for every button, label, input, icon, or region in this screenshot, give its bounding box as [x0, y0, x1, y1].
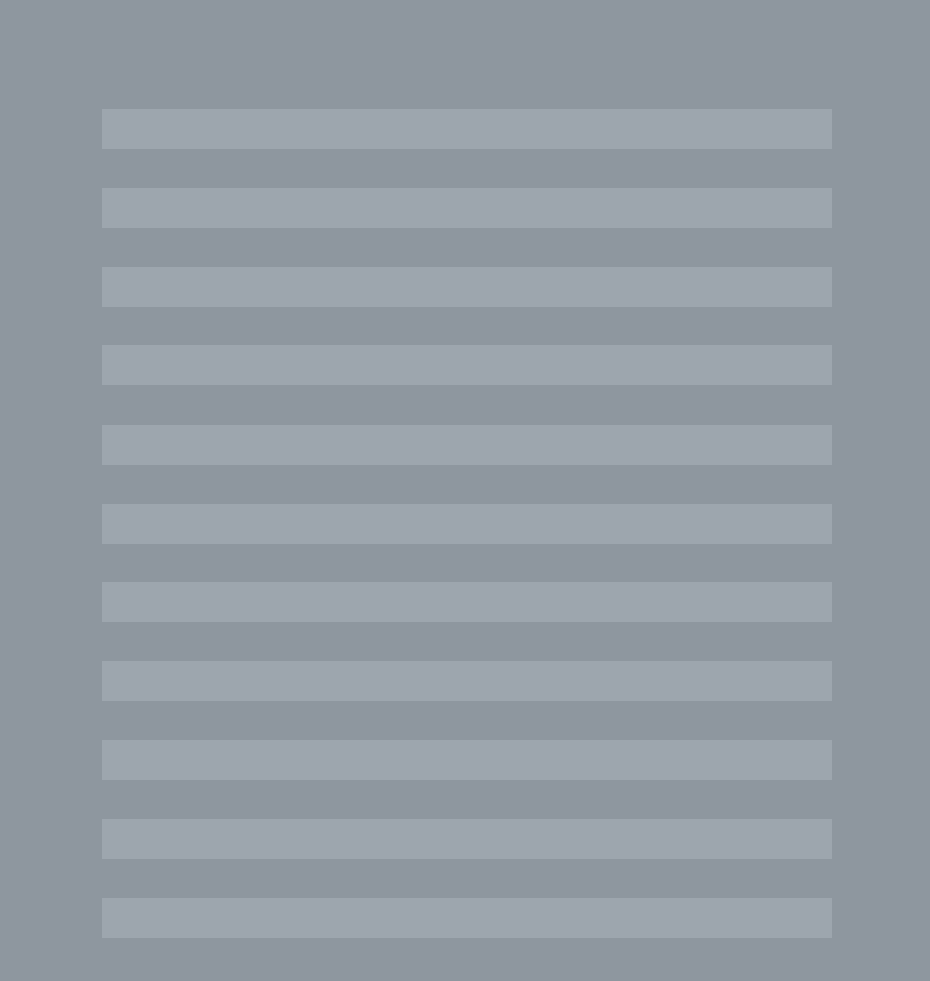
spec-row: [102, 148, 832, 188]
spec-row: [102, 504, 832, 544]
spec-row: [102, 385, 832, 425]
spec-row: [102, 46, 832, 86]
spec-value: [426, 52, 826, 92]
spec-row: [102, 543, 832, 583]
spec-row: [102, 464, 832, 504]
spec-row: [102, 306, 832, 346]
spec-row: [102, 227, 832, 267]
spec-row: [102, 661, 832, 701]
spec-row: [102, 700, 832, 740]
spec-row: [102, 267, 832, 307]
spec-row: [102, 780, 832, 820]
spec-row: [102, 582, 832, 622]
spec-row: [102, 898, 832, 938]
spec-row: [102, 345, 832, 385]
spec-row: [102, 858, 832, 898]
spec-row: [102, 425, 832, 465]
spec-row: [102, 188, 832, 228]
spec-row: [102, 622, 832, 662]
spec-row: [102, 740, 832, 780]
spec-row: [102, 109, 832, 149]
spec-row: [102, 819, 832, 859]
